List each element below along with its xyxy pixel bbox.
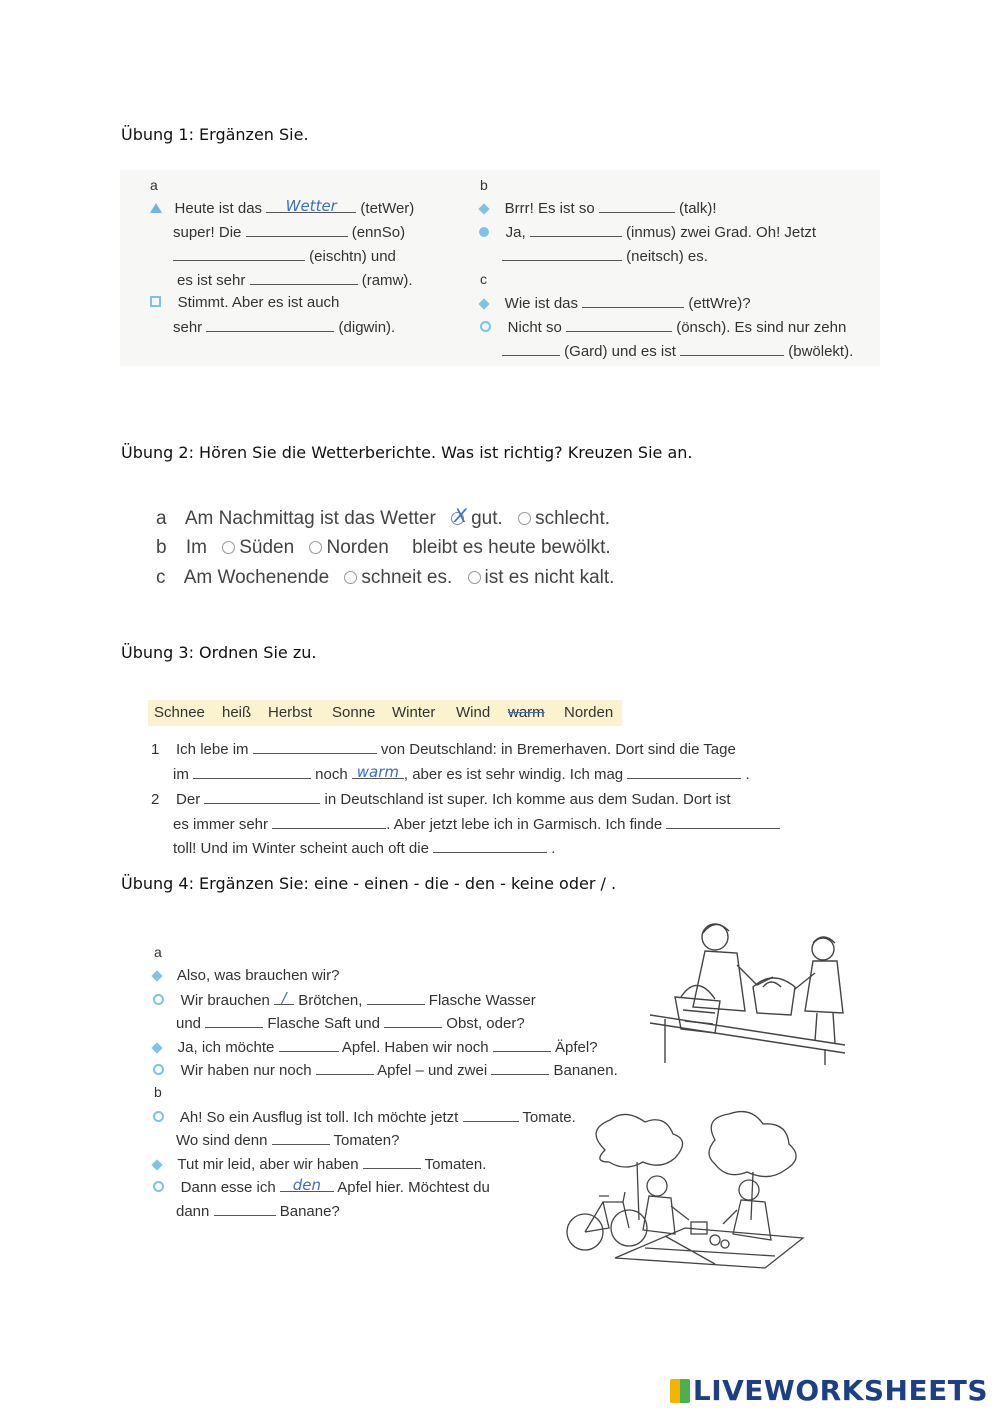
ex4-b-line-2 (176, 1130, 399, 1151)
ex2-b-option-1-radio[interactable] (222, 541, 235, 554)
ex1-c3-hint: (bwölekt). (788, 343, 854, 360)
ex1-c-line-3 (502, 341, 853, 362)
ex4-b2-text: Wo sind denn (176, 1132, 268, 1149)
ex1-c2-hint: (önsch). Es sind nur zehn (676, 319, 847, 336)
picnic-park-illustration (565, 1110, 825, 1270)
ex3-l3-post: in Deutschland ist super. Ich komme aus dem Sudan. Dort ist (324, 791, 731, 808)
ex4-a-line-4 (153, 1037, 598, 1058)
ex4-a4-post: Äpfel? (555, 1039, 598, 1056)
ex2-b-suffix: bleibt es heute bewölkt. (412, 537, 611, 558)
ex1-a3-blank[interactable] (173, 246, 305, 261)
word-bank (148, 700, 622, 726)
ex1-b-line-2 (479, 222, 816, 243)
ex3-line-2 (173, 764, 750, 785)
ex4-a4b-blank[interactable] (493, 1037, 551, 1052)
ex3-l5-blank[interactable] (433, 838, 547, 853)
ex3-l4b-blank[interactable] (666, 814, 780, 829)
circle-bullet-icon (153, 994, 164, 1005)
ex4-a3a-blank[interactable] (205, 1013, 263, 1028)
ex4-part-b-label: b (154, 1084, 162, 1100)
word-bank-item[interactable]: Herbst (268, 704, 313, 721)
ex3-l1-post: von Deutschland: in Bremerhaven. Dort sind die Tage (380, 741, 736, 758)
ex3-l2b-blank[interactable] (352, 764, 404, 779)
ex4-a4a-blank[interactable] (279, 1037, 339, 1052)
ex1-c2-blank[interactable] (566, 317, 672, 332)
ex3-l2a-blank[interactable] (193, 764, 311, 779)
ex1-b1-hint: (talk)! (679, 200, 717, 217)
ex4-a2-mid: Brötchen, (298, 992, 363, 1009)
ex2-c-option-1: schneit es. (361, 567, 453, 588)
ex3-l5-end: . (551, 840, 556, 857)
ex2-a-option-2-radio[interactable] (518, 512, 531, 525)
liveworksheets-logo-icon (670, 1379, 690, 1403)
ex1-c1-text: Wie ist das (504, 295, 579, 312)
ex4-a3b-blank[interactable] (384, 1013, 442, 1028)
ex4-a5-text: Wir haben nur noch (180, 1062, 312, 1079)
triangle-bullet-icon (150, 203, 162, 213)
ex3-l2-end: . (745, 766, 750, 783)
ex4-a1-text: Also, was brauchen wir? (176, 967, 340, 984)
ex4-a-line-3 (176, 1013, 525, 1034)
ex4-b3-blank[interactable] (363, 1154, 421, 1169)
ex1-a-line-3 (173, 246, 396, 267)
ex2-row-letter: a (156, 508, 167, 529)
ex2-row-text: Am Nachmittag ist das Wetter (184, 508, 436, 529)
ex4-b3-text: Tut mir leid, aber wir haben (177, 1156, 359, 1173)
ex3-line-3 (151, 789, 731, 810)
ex2-c-option-1-radio[interactable] (344, 571, 357, 584)
ex4-part-a-label: a (154, 944, 162, 960)
exercise-3-heading: Übung 3: Ordnen Sie zu. (121, 643, 317, 662)
ex4-b-line-1 (153, 1107, 576, 1128)
ex2-row-letter: b (156, 537, 167, 558)
ex1-a-line-5 (150, 293, 339, 313)
ex4-a5-post: Bananen. (553, 1062, 618, 1079)
exercise-1-heading: Übung 1: Ergänzen Sie. (121, 125, 309, 144)
ex4-a2-text: Wir brauchen (180, 992, 270, 1009)
picnic-packing-illustration (645, 915, 855, 1065)
word-bank-item-used[interactable]: warm (508, 704, 545, 721)
ex4-b5-blank[interactable] (214, 1201, 276, 1216)
ex4-b-line-4 (153, 1177, 490, 1198)
ex3-l3-text: Der (176, 791, 201, 808)
circle-bullet-icon (153, 1181, 164, 1192)
word-bank-item[interactable]: heiß (222, 704, 252, 721)
square-bullet-icon (150, 296, 161, 307)
ex1-a1-text: Heute ist das (174, 200, 263, 217)
ex1-a1-handwritten-answer: Wetter (285, 197, 337, 215)
ex1-a3-hint: (eischtn) und (309, 248, 396, 265)
ex4-b4-text: Dann esse ich (180, 1179, 276, 1196)
ex2-b-option-2: Norden (326, 537, 389, 558)
diamond-bullet-icon (151, 970, 162, 981)
ex1-part-b-label: b (480, 177, 488, 193)
ex4-b3-post: Tomaten. (424, 1156, 487, 1173)
ex4-a3-post: Obst, oder? (446, 1015, 525, 1032)
ex1-b1-text: Brrr! Es ist so (504, 200, 595, 217)
ex1-b-line-1 (480, 198, 717, 219)
ex1-a6-text: sehr (173, 319, 203, 336)
ex3-l2-handwritten-answer: warm (356, 763, 399, 781)
ex3-l3-blank[interactable] (204, 789, 320, 804)
ex1-c1-hint: (ettWre)? (688, 295, 751, 312)
word-bank-item[interactable]: Norden (564, 704, 614, 721)
ex1-a2-blank[interactable] (246, 222, 348, 237)
ex4-b1-blank[interactable] (463, 1107, 519, 1122)
ex1-a2-hint: (ennSo) (351, 224, 406, 241)
ex2-row-letter: c (156, 567, 166, 588)
ex4-b2-post: Tomaten? (333, 1132, 400, 1149)
ex4-a3-mid: Flasche Saft und (267, 1015, 380, 1032)
ex1-c1-blank[interactable] (582, 293, 684, 308)
ex3-item-number: 2 (151, 791, 160, 808)
ex4-a5a-blank[interactable] (316, 1060, 374, 1075)
ex3-l4-text: es immer sehr (173, 816, 269, 833)
ex3-l2-mid: noch (315, 766, 348, 783)
ex3-l2-post: , aber es ist sehr windig. Ich mag (403, 766, 624, 783)
ex2-b-option-1: Süden (239, 537, 295, 558)
ex4-b5-post: Banane? (279, 1203, 340, 1220)
ex4-a2a-blank[interactable] (274, 990, 294, 1005)
ex3-line-4 (173, 814, 780, 835)
ex1-c-line-1 (480, 293, 751, 314)
word-bank-item[interactable]: Sonne (332, 704, 376, 721)
ex4-a-line-1 (153, 966, 339, 986)
ex2-a-checked-mark: X (454, 505, 468, 527)
ex1-a4-blank[interactable] (250, 270, 358, 285)
ex3-l2-text: im (173, 766, 189, 783)
circle-bullet-icon (153, 1111, 164, 1122)
ex1-a-line-4 (177, 270, 413, 291)
ex1-a4-text: es ist sehr (177, 272, 246, 289)
ex1-c-line-2 (480, 317, 846, 338)
ex1-b1-blank[interactable] (599, 198, 675, 213)
ex3-l1-blank[interactable] (253, 739, 377, 754)
ex1-a6-hint: (digwin). (338, 319, 396, 336)
diamond-bullet-icon (151, 1042, 162, 1053)
ex4-a4-text: Ja, ich möchte (177, 1039, 275, 1056)
ex1-b2-text: Ja, (505, 224, 526, 241)
ex4-a2-post: Flasche Wasser (428, 992, 536, 1009)
exercise-2-heading: Übung 2: Hören Sie die Wetterberichte. Was ist richtig? Kreuzen Sie an. (121, 443, 693, 462)
ex1-a-line-2 (173, 222, 405, 243)
ex1-part-a-label: a (150, 177, 158, 193)
ex4-b2-blank[interactable] (272, 1130, 330, 1145)
ex1-a1-hint: (tetWer) (360, 200, 415, 217)
liveworksheets-logo-text: LIVEWORKSHEETS (692, 1374, 988, 1407)
ex4-b4-post: Apfel hier. Möchtest du (337, 1179, 490, 1196)
ex3-l4a-blank[interactable] (272, 814, 386, 829)
ex1-b2-hint: (inmus) zwei Grad. Oh! Jetzt (626, 224, 817, 241)
dot-bullet-icon (479, 227, 489, 237)
ex1-a2-text: super! Die (173, 224, 242, 241)
ex1-a4-hint: (ramw). (361, 272, 413, 289)
word-bank-item[interactable]: Wind (456, 704, 491, 721)
ex3-l1-text: Ich lebe im (176, 741, 249, 758)
ex4-b4-blank[interactable] (280, 1177, 334, 1192)
word-bank-item[interactable]: Winter (392, 704, 436, 721)
ex1-a1-blank[interactable] (266, 198, 356, 213)
diamond-bullet-icon (151, 1159, 162, 1170)
ex3-line-1 (151, 739, 736, 760)
ex1-part-c-label: c (480, 271, 487, 287)
ex4-b1-post: Tomate. (522, 1109, 576, 1126)
circle-bullet-icon (480, 321, 491, 332)
ex3-l4-post: . Aber jetzt lebe ich in Garmisch. Ich finde (386, 816, 663, 833)
diamond-bullet-icon (478, 203, 489, 214)
ex2-a-option-1: gut. (471, 508, 503, 529)
ex1-a-line-6 (173, 317, 395, 338)
ex1-c3a-blank[interactable] (502, 341, 560, 356)
ex2-row-text: Am Wochenende (183, 567, 330, 588)
ex2-c-option-2: ist es nicht kalt. (484, 567, 615, 588)
ex1-a5-text: Stimmt. Aber es ist auch (177, 294, 340, 311)
exercise-4-heading: Übung 4: Ergänzen Sie: eine - einen - die - den - keine oder / . (121, 874, 617, 893)
ex3-item-number: 1 (151, 741, 160, 758)
ex1-c3b-blank[interactable] (680, 341, 784, 356)
ex2-c-option-2-radio[interactable] (468, 571, 481, 584)
ex4-a-line-5 (153, 1060, 618, 1081)
ex4-b5-text: dann (176, 1203, 210, 1220)
ex3-l5-text: toll! Und im Winter scheint auch oft die (173, 840, 429, 857)
diamond-bullet-icon (478, 298, 489, 309)
ex4-b-line-3 (153, 1154, 486, 1175)
ex2-row-c (156, 567, 614, 589)
ex1-a6-blank[interactable] (206, 317, 334, 332)
ex2-row-b (156, 537, 611, 559)
ex2-row-text: Im (185, 537, 207, 558)
circle-bullet-icon (153, 1064, 164, 1075)
ex1-c2-text: Nicht so (507, 319, 562, 336)
ex2-a-option-2: schlecht. (535, 508, 611, 529)
ex1-b3-blank[interactable] (502, 246, 622, 261)
ex4-a2b-blank[interactable] (367, 990, 425, 1005)
ex4-a-line-2 (153, 990, 536, 1011)
ex1-c3-text: (Gard) und es ist (564, 343, 676, 360)
ex4-b-line-5 (176, 1201, 340, 1222)
ex1-b-line-3 (502, 246, 708, 267)
ex4-a5b-blank[interactable] (491, 1060, 549, 1075)
ex4-a5-mid: Apfel – und zwei (377, 1062, 488, 1079)
ex3-l2c-blank[interactable] (627, 764, 741, 779)
ex4-a2-handwritten-answer: / (281, 989, 287, 1007)
ex1-b2-blank[interactable] (530, 222, 622, 237)
ex1-a-line-1 (150, 198, 414, 219)
ex3-line-5 (173, 838, 555, 859)
liveworksheets-logo (670, 1374, 988, 1407)
ex2-b-option-2-radio[interactable] (309, 541, 322, 554)
ex4-b1-text: Ah! So ein Ausflug ist toll. Ich möchte jetzt (179, 1109, 459, 1126)
ex4-a4-mid: Apfel. Haben wir noch (341, 1039, 489, 1056)
word-bank-item[interactable]: Schnee (154, 704, 205, 721)
ex4-b4-handwritten-answer: den (292, 1176, 322, 1194)
ex2-row-a (156, 507, 610, 530)
ex4-a3-text: und (176, 1015, 202, 1032)
ex1-b3-hint: (neitsch) es. (626, 248, 708, 265)
